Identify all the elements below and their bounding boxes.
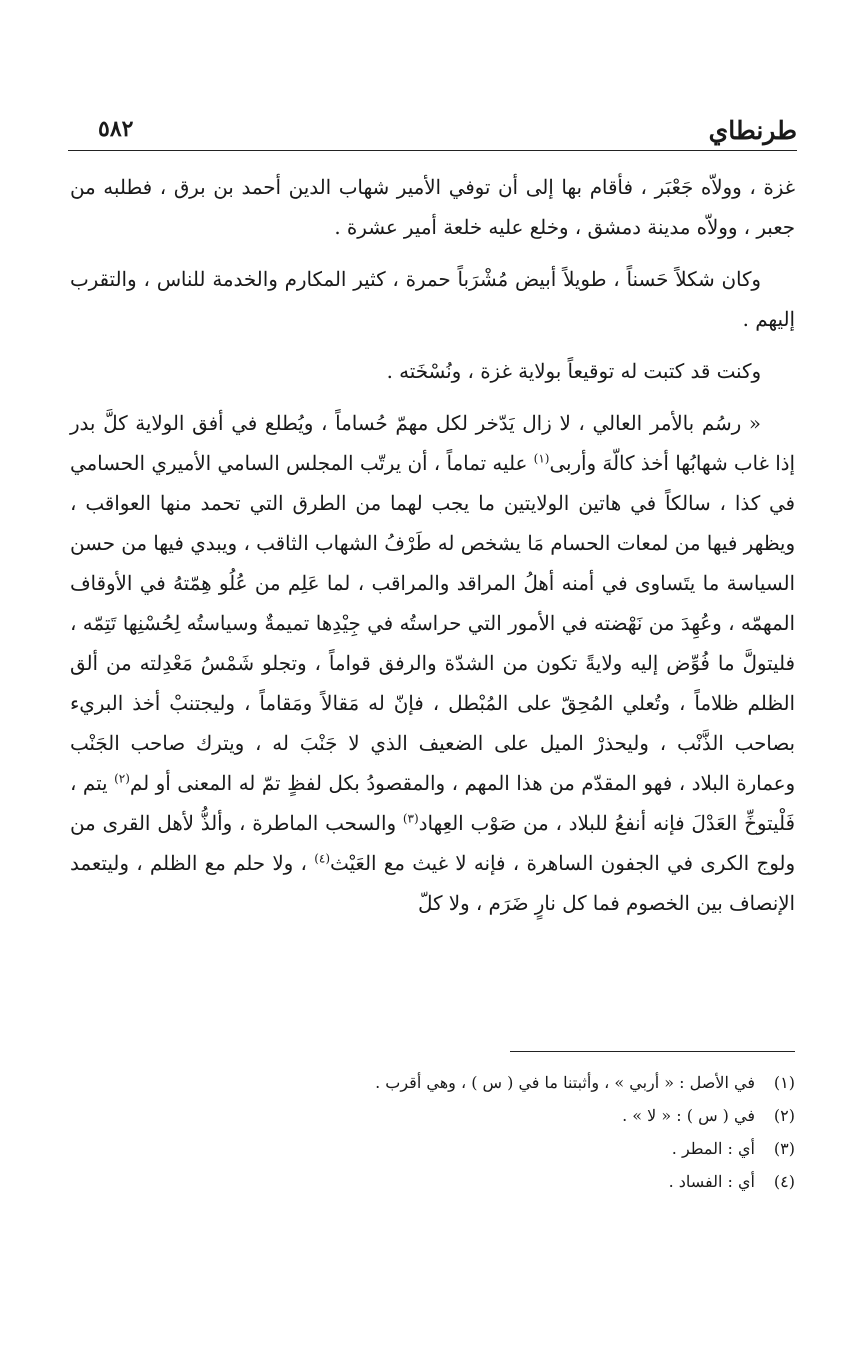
footnote-ref-2: (٢) xyxy=(114,771,130,786)
footnote-4 xyxy=(330,1165,795,1198)
decree-text-3: يتم ، فَلْيتوخِّ العَدْلَ فإنه أنفعُ للبلاد ، من صَوْب العِهاد xyxy=(70,772,795,835)
footnote-1 xyxy=(330,1066,795,1099)
footnote-2 xyxy=(330,1099,795,1132)
footnote-rule xyxy=(510,1051,795,1052)
footnotes xyxy=(330,1066,795,1198)
footnote-number: (١) xyxy=(773,1073,795,1092)
footnote-ref-3: (٣) xyxy=(402,811,419,826)
footnote-number: (٣) xyxy=(773,1139,795,1158)
footnote-ref-4: (٤) xyxy=(314,851,331,866)
footnote-text: أي : الفساد . xyxy=(668,1172,755,1191)
decree-text-4: والسحب الماطرة ، وألذُّ لأهل القرى من ولوج الكرى في الجفون الساهرة ، فإنه لا غيث مع العَيْث xyxy=(70,812,795,875)
page-number: ٥٨٢ xyxy=(98,116,134,142)
footnote-number: (٤) xyxy=(773,1172,795,1191)
paragraph-1: غزة ، وولاّه جَعْبَر ، فأقام بها إلى أن توفي الأمير شهاب الدين أحمد بن برق ، فطلبه من جعبر ، وولاّه مدينة دمشق ، وخلع عليه خلعة أمير عشرة . xyxy=(70,176,795,239)
decree-text-5: ، ولا حلم مع الظلم ، وليتعمد الإنصاف بين الخصوم فما كل نارٍ ضَرَم ، ولا كلّ xyxy=(70,852,795,915)
decree-text-2: عليه تماماً ، أن يرتّب المجلس السامي الأميري الحسامي في كذا ، سالكاً في هاتين الولايتين ما يجب لهما من الطرق التي تحمد منها العواقب ، ويظهر فيها من لمعات الحسام مَا يشخص له طَرْفُ الشهاب الثاقب ، ويبدي فيها من حسن السياسة ما يتَساوى في أمنه أهلُ المراقد والمراقب ، لما عَلِم من عُلُو هِمّتهُ في الأوقاف المهمّه ، وعُهِدَ من نَهْضته في الأمور التي حراستُه في جِيْدِها تميمةٌ وسياستُه لِحُسْنِها تَتِمّه ، فليتولَّ ما فُوِّض إليه ولايةً تكون من الشدّة والرفق قواماً ، وتجلو شَمْسُ مَعْدِلته من ألق الظلم ظلاماً ، وتُعلي المُحِقّ على المُبْطل ، فإنّ له مَقالاً ومَقاماً ، وليجتنبْ أخذ البريء بصاحب الذَّنْب ، وليحذرْ الميل على الضعيف الذي لا جَنْبَ له ، ويترك صاحب الجَنْب وعمارة البلاد ، فهو المقدّم من هذا المهم ، والمقصودُ بكل لفظٍ تمّ له المعنى أو لم xyxy=(70,452,796,795)
page-header xyxy=(70,110,797,150)
running-title: طرنطاي xyxy=(708,116,797,145)
paragraph-3: وكنت قد كتبت له توقيعاً بولاية غزة ، ونُسْخَته . xyxy=(386,360,761,383)
paragraph-2: وكان شكلاً حَسناً ، طويلاً أبيض مُشْرَباً حمرة ، كثير المكارم والخدمة للناس ، والتقرب إليهم . xyxy=(70,268,795,331)
body-text xyxy=(70,168,795,936)
footnote-ref-1: (١) xyxy=(533,451,550,466)
decree-text-1: « رسُم بالأمر العالي ، لا زال يَدّخر لكل مهمّ حُساماً ، ويُطلع في أفق الولاية كلَّ بدر إذا غاب شهابُها أخذ كالّهَ وأربى xyxy=(70,412,795,475)
footnote-3 xyxy=(330,1132,795,1165)
paragraph-decree xyxy=(70,404,795,924)
footnote-text: في الأصل : « أربي » ، وأثبتنا ما في ( س ) ، وهي أقرب . xyxy=(375,1073,755,1092)
footnote-text: أي : المطر . xyxy=(671,1139,755,1158)
footnote-text: في ( س ) : « لا » . xyxy=(622,1106,755,1125)
footnote-number: (٢) xyxy=(773,1106,795,1125)
header-rule xyxy=(68,150,797,151)
